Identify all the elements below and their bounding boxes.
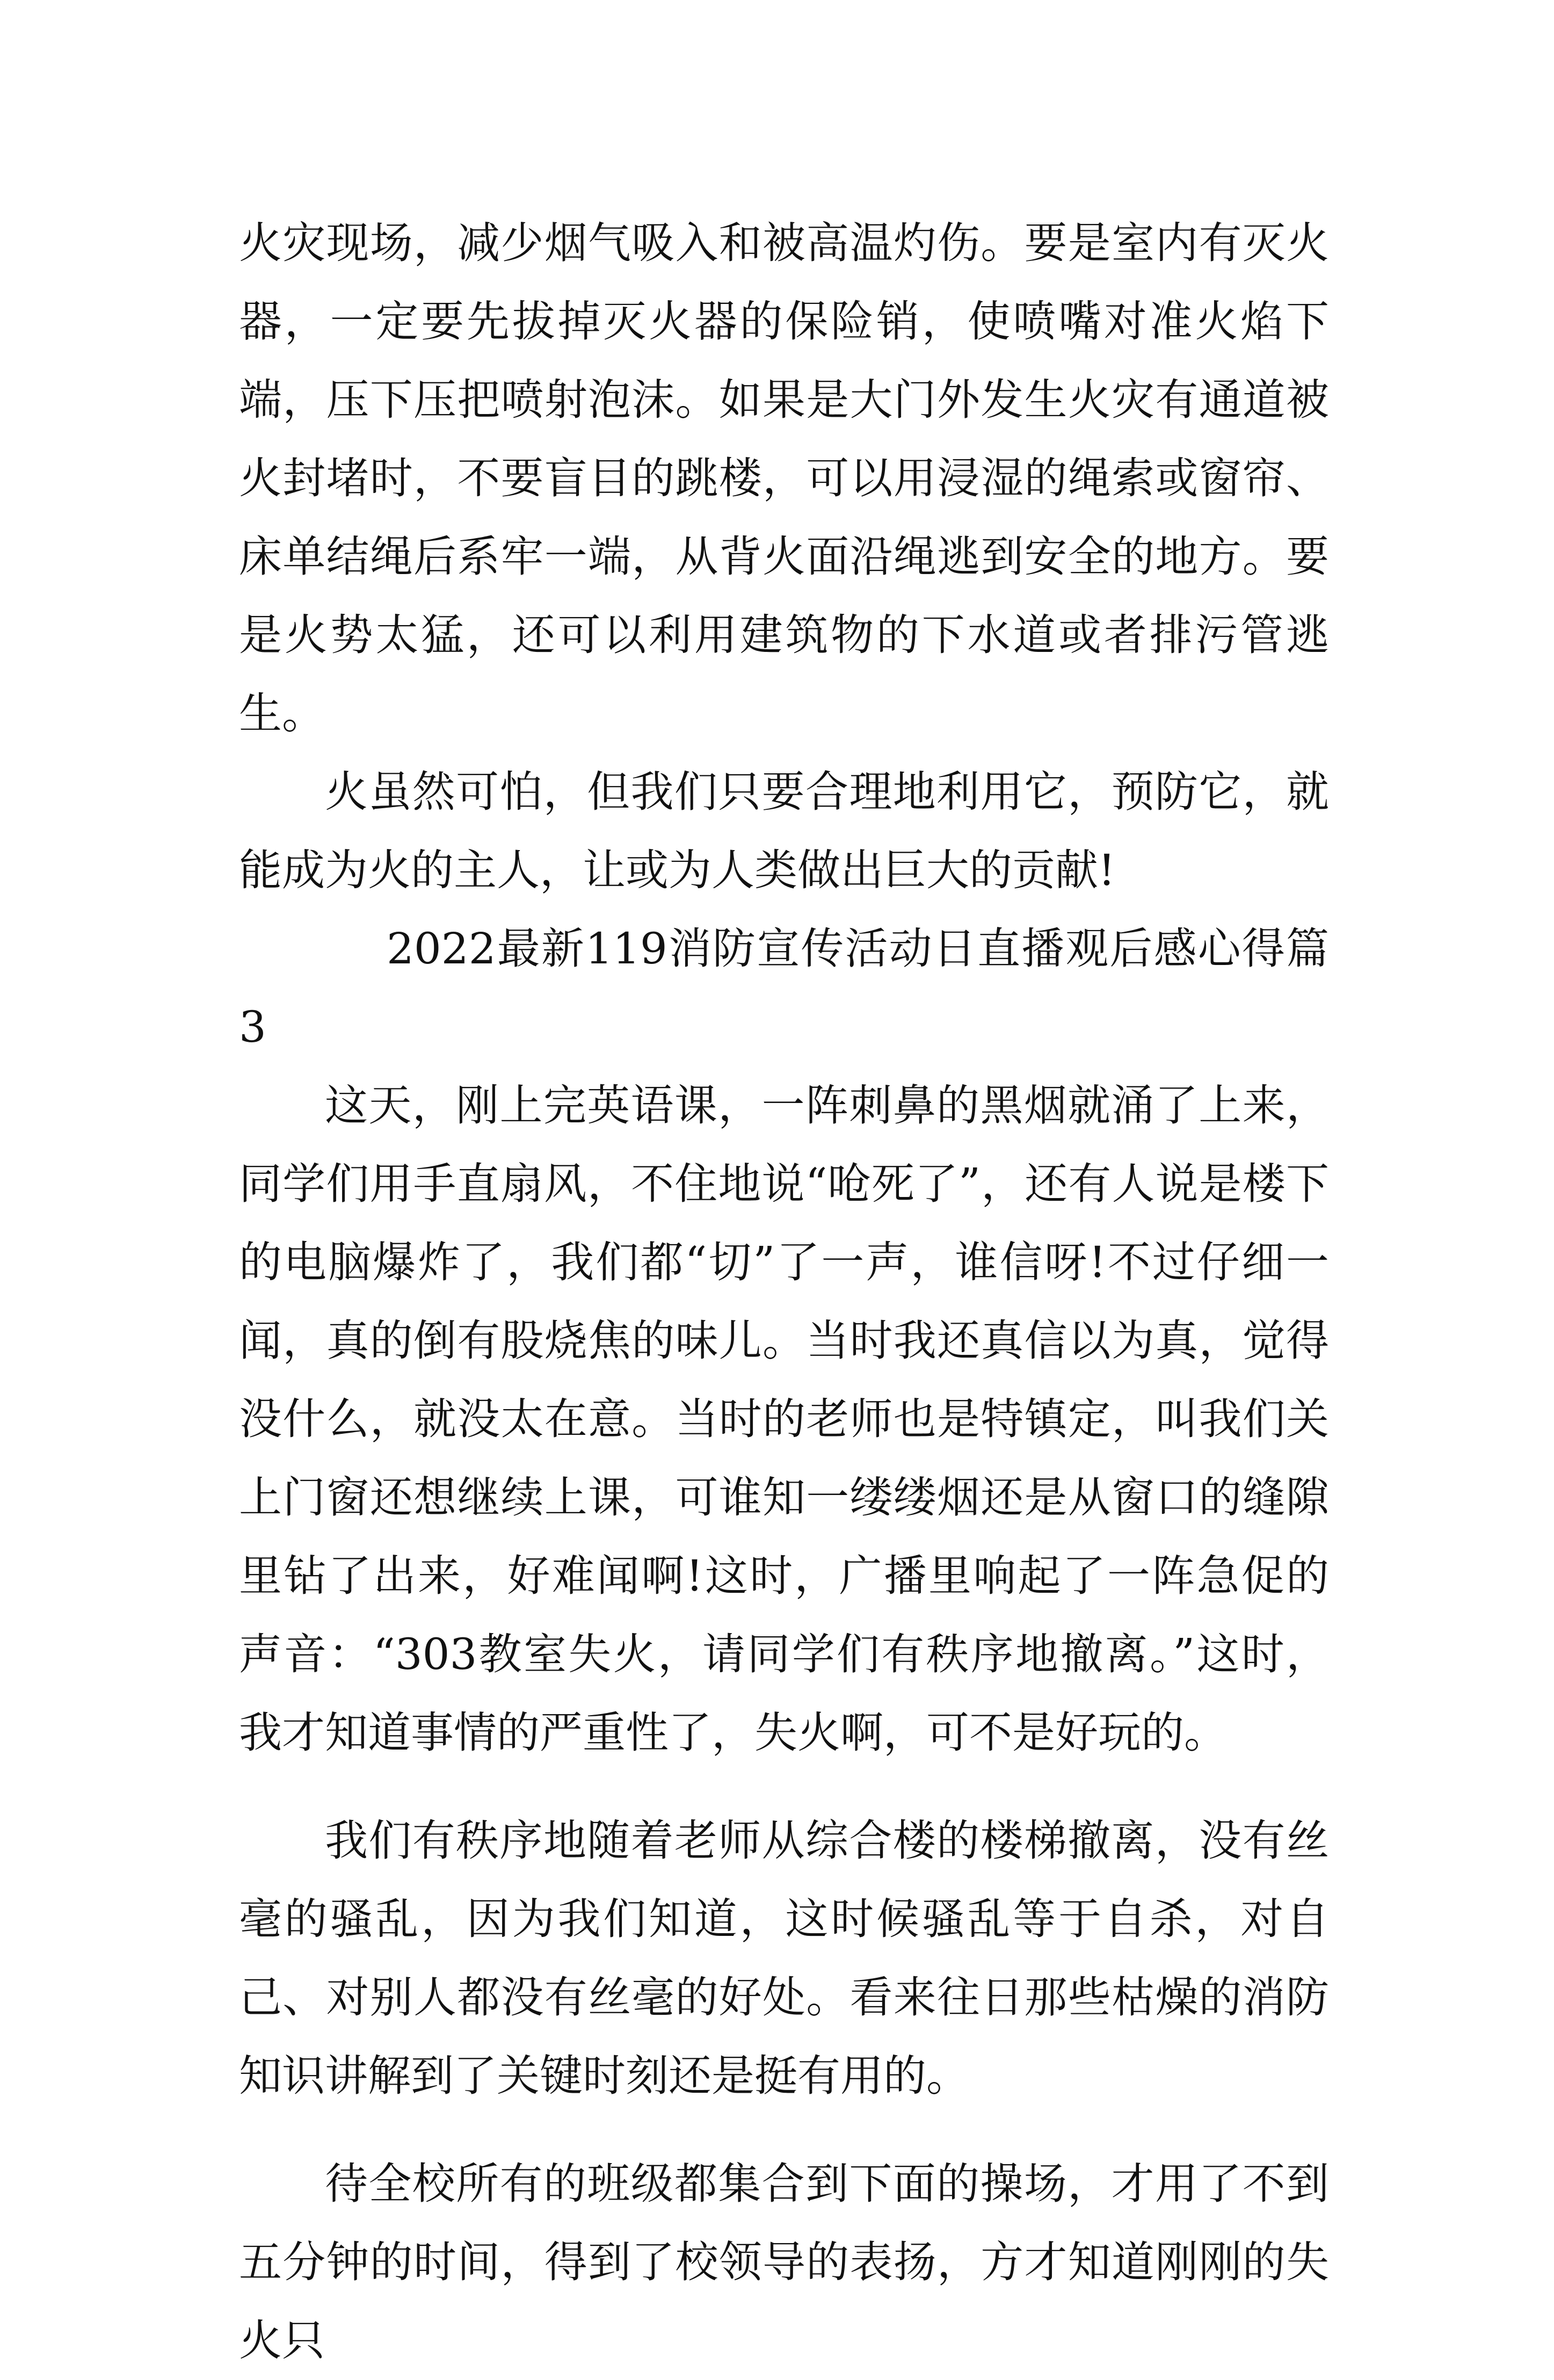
section-heading: 2022最新119消防宣传活动日直播观后感心得篇3 xyxy=(239,924,1329,1052)
document-body xyxy=(239,204,1329,2380)
paragraph-evacuation: 我们有秩序地随着老师从综合楼的楼梯撤离，没有丝毫的骚乱，因为我们知道，这时候骚乱等于自杀，对自己、对别人都没有丝毫的好处。看来往日那些枯燥的消防知识讲解到了关键时刻还是挺有用的。 xyxy=(239,1816,1329,2101)
paragraph-fire-escape-tips: 火灾现场，减少烟气吸入和被高温灼伤。要是室内有灭火器，一定要先拔掉灭火器的保险销，使喷嘴对准火焰下端，压下压把喷射泡沫。如果是大门外发生火灾有通道被火封堵时，不要盲目的跳楼，可以用浸湿的绳索或窗帘、床单结绳后系牢一端，从背火面沿绳逃到安全的地方。要是火势太猛，还可以利用建筑物的下水道或者排污管逃生。 xyxy=(239,218,1329,738)
paragraph-assembly: 待全校所有的班级都集合到下面的操场，才用了不到五分钟的时间，得到了校领导的表扬，方才知道刚刚的失火只 xyxy=(239,2159,1329,2366)
paragraph-classroom-smoke: 这天，刚上完英语课，一阵刺鼻的黑烟就涌了上来，同学们用手直扇风，不住地说“呛死了”，还有人说是楼下的电脑爆炸了，我们都“切”了一声，谁信呀!不过仔细一闻，真的倒有股烧焦的味儿。当时我还真信以为真，觉得没什么，就没太在意。当时的老师也是特镇定，叫我们关上门窗还想继续上课，可谁知一缕缕烟还是从窗口的缝隙里钻了出来，好难闻啊!这时，广播里响起了一阵急促的声音：“303教室失火，请同学们有秩序地撤离。”这时，我才知道事情的严重性了，失火啊，可不是好玩的。 xyxy=(239,1080,1329,1758)
paragraph-fire-conclusion: 火虽然可怕，但我们只要合理地利用它，预防它，就能成为火的主人，让或为人类做出巨大的贡献! xyxy=(239,767,1329,895)
